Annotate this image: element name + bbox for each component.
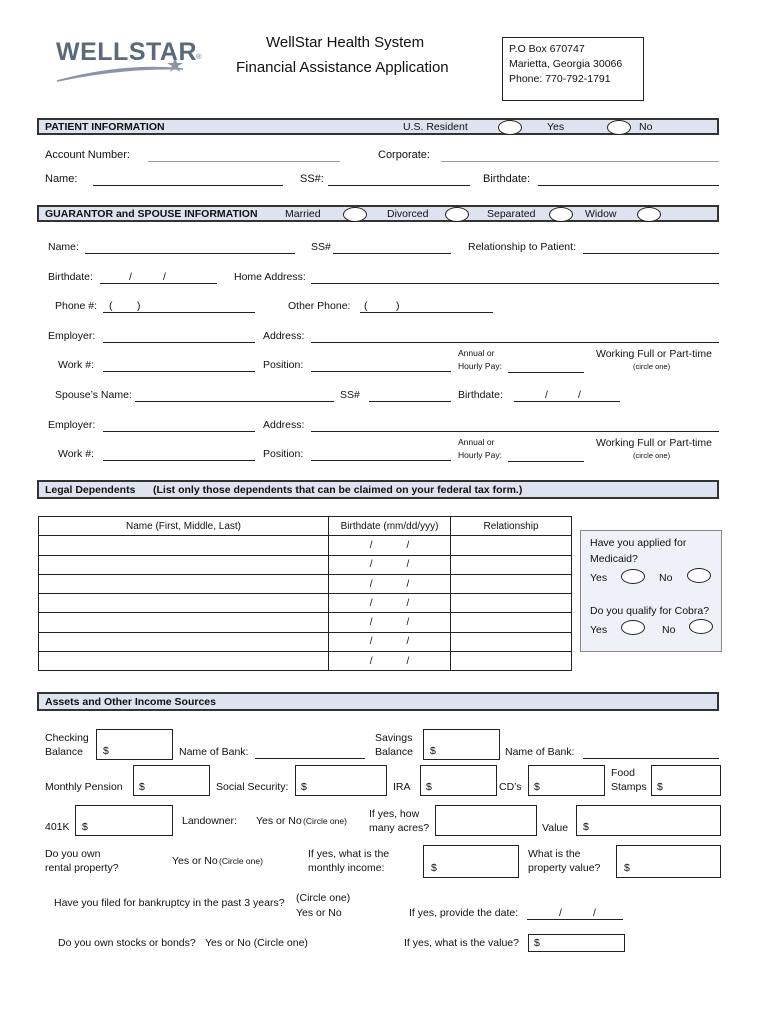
dependent-birthdate-cell[interactable] (329, 632, 451, 651)
spouse-birthdate-field[interactable] (514, 401, 620, 402)
savings-balance-input[interactable] (423, 729, 500, 760)
us-resident-no-label: No (639, 121, 653, 133)
land-value-input[interactable] (576, 805, 721, 836)
guarantor-ss-field[interactable] (333, 253, 451, 254)
spouse-annual-or-label: Annual or (458, 437, 495, 447)
savings-label-line2: Balance (375, 746, 413, 758)
cobra-no-label: No (662, 624, 676, 636)
cobra-yes-oval[interactable] (621, 620, 645, 635)
spouse-hourly-pay-label: Hourly Pay: (458, 450, 502, 460)
dependent-relationship-cell[interactable] (451, 613, 572, 632)
date-slash: / (406, 636, 410, 648)
cobra-yes-label: Yes (590, 624, 608, 636)
spouse-employer-address-label: Address: (263, 419, 305, 431)
table-row (39, 594, 572, 613)
date-slash: / (369, 559, 373, 571)
dollar-sign: $ (431, 862, 437, 874)
work-phone-field[interactable] (103, 371, 255, 372)
patient-ss-label: SS#: (300, 173, 324, 185)
ira-label: IRA (393, 781, 411, 793)
spouse-working-status-label: Working Full or Part-time (596, 437, 712, 449)
dependent-relationship-cell[interactable] (451, 555, 572, 574)
spouse-position-label: Position: (263, 448, 304, 460)
stocks-value-input[interactable] (528, 934, 625, 952)
stocks-value-label: If yes, what is the value? (404, 937, 519, 949)
married-oval[interactable] (343, 207, 367, 222)
savings-bank-name-field[interactable] (583, 758, 719, 759)
medicaid-yes-oval[interactable] (621, 569, 645, 584)
rental-yes-or-no[interactable]: Yes or No (172, 855, 218, 867)
rental-property-label-line2: rental property? (45, 862, 119, 874)
us-resident-yes-label: Yes (547, 121, 565, 133)
table-row (39, 574, 572, 593)
divorced-label: Divorced (387, 208, 429, 220)
bankruptcy-date-label: If yes, provide the date: (409, 907, 519, 919)
date-slash: / (369, 636, 373, 648)
table-header-row (39, 517, 572, 536)
401k-input[interactable] (75, 805, 173, 836)
address-city: Marietta, Georgia 30066 (509, 58, 623, 70)
spouse-name-label: Spouse’s Name: (55, 389, 132, 401)
dependent-name-cell[interactable] (39, 574, 329, 593)
dependent-birthdate-cell[interactable] (329, 536, 451, 555)
patient-birthdate-field[interactable] (538, 185, 719, 186)
spouse-circle-one-note: (circle one) (633, 451, 671, 460)
address-po-box: P.O Box 670747 (509, 43, 585, 55)
cds-input[interactable] (528, 765, 605, 796)
land-value-label: Value (542, 822, 569, 834)
dollar-sign: $ (624, 862, 630, 874)
home-address-field[interactable] (311, 283, 719, 284)
bankruptcy-yes-or-no[interactable]: Yes or No (296, 907, 342, 919)
logo-text: WELLSTAR (56, 38, 198, 66)
patient-birthdate-label: Birthdate: (483, 173, 531, 185)
form-title: Financial Assistance Application (236, 59, 449, 76)
phone-paren-close: ) (137, 300, 141, 312)
cobra-no-oval[interactable] (689, 619, 713, 634)
address-phone: Phone: 770-792-1791 (509, 73, 611, 85)
working-status-label: Working Full or Part-time (596, 348, 712, 360)
other-phone-paren-open: ( (364, 300, 368, 312)
separated-oval[interactable] (549, 207, 573, 222)
married-label: Married (285, 208, 321, 220)
table-row (39, 536, 572, 555)
rental-circle-one: (Circle one) (219, 856, 263, 866)
date-slash: / (406, 655, 410, 667)
date-slash: / (559, 907, 562, 919)
guarantor-name-field[interactable] (85, 253, 295, 254)
landowner-label: Landowner: (182, 815, 237, 827)
account-number-label: Account Number: (45, 149, 130, 161)
patient-section-title: PATIENT INFORMATION (45, 121, 165, 133)
dependent-birthdate-cell[interactable] (329, 555, 451, 574)
widow-label: Widow (585, 208, 617, 220)
social-security-input[interactable] (295, 765, 387, 796)
dollar-sign: $ (139, 781, 145, 793)
table-row (39, 652, 572, 671)
date-slash: / (406, 597, 410, 609)
checking-label-line2: Balance (45, 746, 83, 758)
spouse-work-phone-label: Work #: (58, 448, 94, 460)
medicaid-no-oval[interactable] (687, 568, 711, 583)
birthdate-slash: / (545, 389, 548, 401)
acres-label-line1: If yes, how (369, 808, 420, 820)
dependents-table (38, 516, 572, 671)
landowner-yes-or-no[interactable]: Yes or No (256, 815, 302, 827)
date-slash: / (406, 539, 410, 551)
date-slash: / (406, 617, 410, 629)
monthly-pension-input[interactable] (133, 765, 210, 796)
food-stamps-label-line2: Stamps (611, 781, 647, 793)
account-number-field[interactable] (148, 161, 340, 162)
acres-input[interactable] (435, 805, 537, 836)
employer-label: Employer: (48, 330, 96, 342)
guarantor-section-header (37, 205, 719, 222)
other-phone-field[interactable] (360, 312, 493, 313)
date-slash: / (369, 597, 373, 609)
date-slash: / (369, 578, 373, 590)
dependent-birthdate-cell[interactable] (329, 652, 451, 671)
dependent-relationship-cell[interactable] (451, 652, 572, 671)
employer-field[interactable] (103, 342, 255, 343)
medicaid-cobra-box (580, 530, 722, 652)
property-value-label-line2: property value? (528, 862, 601, 874)
assets-section-header (37, 692, 719, 711)
dollar-sign: $ (534, 937, 540, 949)
circle-one-note: (circle one) (633, 362, 671, 371)
birthdate-slash: / (578, 389, 581, 401)
date-slash: / (369, 539, 373, 551)
date-slash: / (369, 655, 373, 667)
dependent-birthdate-cell[interactable] (329, 574, 451, 593)
checking-label-line1: Checking (45, 732, 89, 744)
dependents-section-note: (List only those dependents that can be claimed on your federal tax form.) (153, 484, 523, 496)
date-slash: / (593, 907, 596, 919)
birthdate-slash: / (163, 271, 166, 283)
corporate-field[interactable] (441, 161, 719, 162)
landowner-circle-one: (Circle one) (303, 816, 347, 826)
spouse-pay-field[interactable] (508, 461, 584, 462)
corporate-label: Corporate: (378, 149, 430, 161)
dependent-name-cell[interactable] (39, 555, 329, 574)
dependents-section-title: Legal Dependents (45, 484, 136, 496)
checking-bank-name-label: Name of Bank: (179, 746, 249, 758)
bankruptcy-date-field[interactable] (527, 919, 623, 920)
dependents-section-header (37, 480, 719, 499)
spouse-employer-label: Employer: (48, 419, 96, 431)
spouse-name-field[interactable] (135, 401, 334, 402)
us-resident-yes-oval[interactable] (498, 120, 522, 135)
assets-section-title: Assets and Other Income Sources (45, 696, 216, 708)
stocks-yes-or-no[interactable]: Yes or No (Circle one) (205, 937, 308, 949)
col-name-header: Name (First, Middle, Last) (39, 517, 329, 536)
ira-input[interactable] (420, 765, 497, 796)
monthly-pension-label: Monthly Pension (45, 781, 123, 793)
property-value-input[interactable] (616, 845, 721, 878)
employer-address-field[interactable] (311, 342, 719, 343)
dependent-name-cell[interactable] (39, 594, 329, 613)
table-row (39, 555, 572, 574)
annual-or-label: Annual or (458, 348, 495, 358)
dependent-relationship-cell[interactable] (451, 574, 572, 593)
widow-oval[interactable] (637, 207, 661, 222)
property-value-label-line1: What is the (528, 848, 581, 860)
us-resident-label: U.S. Resident (403, 121, 468, 133)
hourly-pay-label: Hourly Pay: (458, 361, 502, 371)
spouse-work-phone-field[interactable] (103, 460, 255, 461)
medicaid-yes-label: Yes (590, 572, 608, 584)
dependent-birthdate-cell[interactable] (329, 594, 451, 613)
guarantor-ss-label: SS# (311, 241, 331, 253)
dependent-birthdate-cell[interactable] (329, 613, 451, 632)
dependent-relationship-cell[interactable] (451, 594, 572, 613)
food-stamps-label-line1: Food (611, 767, 635, 779)
dollar-sign: $ (657, 781, 663, 793)
monthly-income-label-line1: If yes, what is the (308, 848, 390, 860)
spouse-ss-label: SS# (340, 389, 360, 401)
cds-label: CD’s (499, 781, 522, 793)
dependent-relationship-cell[interactable] (451, 536, 572, 555)
other-phone-label: Other Phone: (288, 300, 351, 312)
spouse-employer-address-field[interactable] (311, 431, 719, 432)
other-phone-paren-close: ) (396, 300, 400, 312)
spouse-position-field[interactable] (311, 460, 451, 461)
dependent-name-cell[interactable] (39, 652, 329, 671)
work-phone-label: Work #: (58, 359, 94, 371)
dollar-sign: $ (430, 745, 436, 757)
home-address-label: Home Address: (234, 271, 306, 283)
date-slash: / (369, 617, 373, 629)
dependent-relationship-cell[interactable] (451, 632, 572, 651)
patient-name-label: Name: (45, 173, 78, 185)
dependent-name-cell[interactable] (39, 632, 329, 651)
dollar-sign: $ (301, 781, 307, 793)
checking-bank-name-field[interactable] (255, 758, 365, 759)
form-title-org: WellStar Health System (266, 34, 425, 51)
dependent-name-cell[interactable] (39, 613, 329, 632)
relationship-field[interactable] (583, 253, 719, 254)
patient-name-field[interactable] (93, 185, 283, 186)
savings-label-line1: Savings (375, 732, 413, 744)
patient-ss-field[interactable] (328, 185, 470, 186)
guarantor-birthdate-label: Birthdate: (48, 271, 93, 283)
dollar-sign: $ (426, 781, 432, 793)
acres-label-line2: many acres? (369, 822, 430, 834)
position-label: Position: (263, 359, 304, 371)
employer-address-label: Address: (263, 330, 305, 342)
checking-balance-input[interactable] (96, 729, 173, 760)
logo-registered-mark: ® (196, 52, 202, 61)
birthdate-slash: / (129, 271, 132, 283)
date-slash: / (406, 559, 410, 571)
stocks-question: Do you own stocks or bonds? (58, 937, 196, 949)
401k-label: 401K (45, 821, 70, 833)
guarantor-section-title: GUARANTOR and SPOUSE INFORMATION (45, 208, 258, 220)
bankruptcy-circle-one: (Circle one) (296, 892, 351, 904)
monthly-income-input[interactable] (423, 845, 519, 878)
dollar-sign: $ (82, 821, 88, 833)
medicaid-question-line2: Medicaid? (590, 553, 638, 565)
date-slash: / (406, 578, 410, 590)
table-row (39, 613, 572, 632)
table-row (39, 632, 572, 651)
spouse-birthdate-label: Birthdate: (458, 389, 503, 401)
dollar-sign: $ (583, 821, 589, 833)
patient-section-header (37, 118, 719, 135)
phone-paren-open: ( (109, 300, 113, 312)
dollar-sign: $ (103, 745, 109, 757)
col-birthdate-header: Birthdate (mm/dd/yyy) (329, 517, 451, 536)
monthly-income-label-line2: monthly income: (308, 862, 385, 874)
dependent-name-cell[interactable] (39, 536, 329, 555)
dollar-sign: $ (534, 781, 540, 793)
guarantor-birthdate-field[interactable] (100, 283, 217, 284)
separated-label: Separated (487, 208, 536, 220)
spouse-employer-field[interactable] (103, 431, 255, 432)
social-security-label: Social Security: (216, 781, 289, 793)
bankruptcy-question: Have you filed for bankruptcy in the past 3 years? (54, 897, 285, 909)
phone-label: Phone #: (55, 300, 98, 312)
phone-field[interactable] (103, 312, 255, 313)
position-field[interactable] (311, 371, 451, 372)
pay-field[interactable] (508, 372, 584, 373)
relationship-label: Relationship to Patient: (468, 241, 576, 253)
medicaid-no-label: No (659, 572, 673, 584)
guarantor-name-label: Name: (48, 241, 79, 253)
savings-bank-name-label: Name of Bank: (505, 746, 575, 758)
rental-property-label-line1: Do you own (45, 848, 101, 860)
us-resident-no-oval[interactable] (607, 120, 631, 135)
cobra-question: Do you qualify for Cobra? (590, 605, 710, 617)
divorced-oval[interactable] (445, 207, 469, 222)
address-box (502, 37, 644, 101)
medicaid-question-line1: Have you applied for (590, 537, 687, 549)
food-stamps-input[interactable] (651, 765, 721, 796)
col-relationship-header: Relationship (451, 517, 572, 536)
spouse-ss-field[interactable] (369, 401, 451, 402)
